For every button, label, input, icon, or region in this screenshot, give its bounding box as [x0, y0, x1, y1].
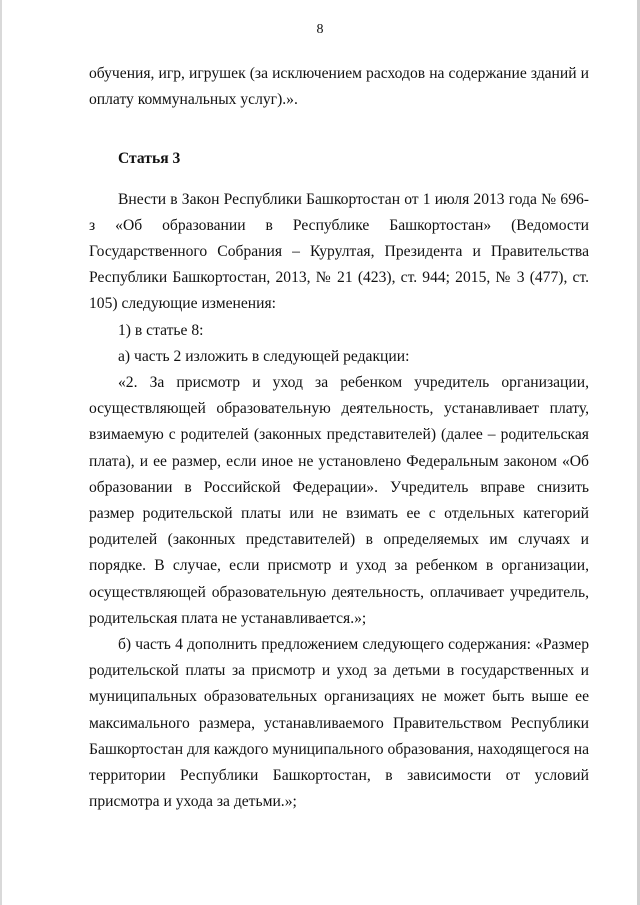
paragraph-subitem-b: б) часть 4 дополнить предложением следующего содержания: «Размер родительской платы за присмотр и уход за детьми в государственных и муниципальных образовательных организациях не может быть выше ее максимального размера, устанавливаемого Правительством Республики Башкортостан для каждого муниципального образования, находящегося на территории Республики Башкортостан, в зависимости от условий присмотра и ухода за детьми.»;: [89, 636, 589, 811]
spacer: [89, 173, 589, 187]
scan-edge-left: [0, 0, 2, 905]
document-body: [89, 61, 589, 815]
spacer: [89, 139, 589, 146]
paragraph-item-1: 1) в статье 8:: [118, 321, 204, 339]
paragraph-continuation: обучения, игр, игрушек (за исключением расходов на содержание зданий и оплату коммунальных услуг).».: [89, 65, 589, 109]
article-heading: Статья 3: [118, 150, 181, 168]
paragraph-subitem-a: а) часть 2 изложить в следующей редакции:: [118, 347, 410, 365]
spacer: [89, 113, 589, 139]
paragraph-part-2-text: «2. За присмотр и уход за ребенком учредитель организации, осуществляющей образовательную деятельность, устанавливает плату, взимаемую с родителей (законных представителей) (далее – родительская плата), и ее размер, если иное не установлено Федеральным законом «Об образовании в Российской Федерации». Учредитель вправе снизить размер родительской платы или не взимать ее с отдельных категорий родителей (законных представителей) в определяемых им случаях и порядке. В случае, если присмотр и уход за ребенком в организации, осуществляющей образовательную деятельность, оплачивает учредитель, родительская плата не устанавливается.»;: [89, 374, 589, 627]
page-number: 8: [316, 22, 324, 37]
paragraph-amendment-intro: Внести в Закон Республики Башкортостан от 1 июля 2013 года № 696-з «Об образовании в Республике Башкортостан» (Ведомости Государственного Собрания – Курултая, Президента и Правительства Республики Башкортостан, 2013, № 21 (423), ст. 944; 2015, № 3 (477), ст. 105) следующие изменения:: [89, 190, 589, 313]
